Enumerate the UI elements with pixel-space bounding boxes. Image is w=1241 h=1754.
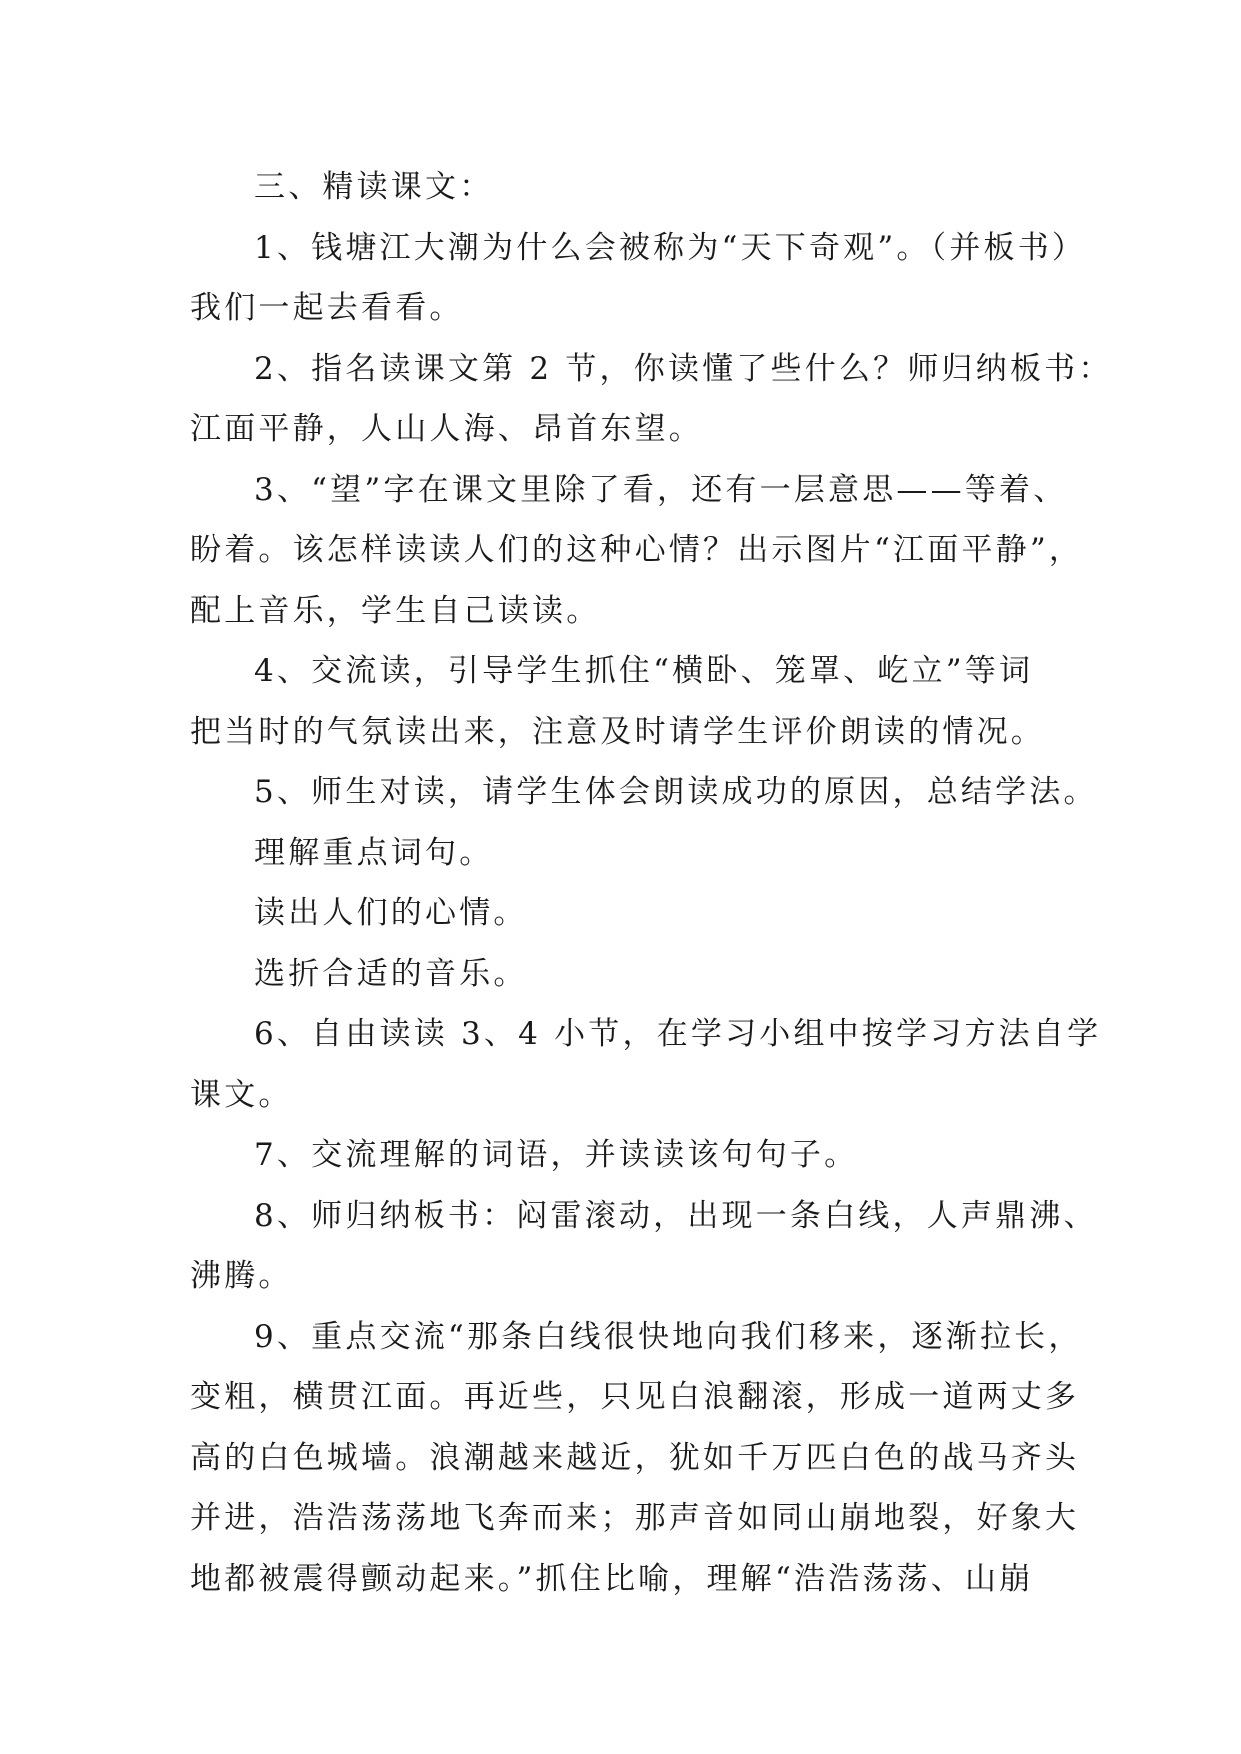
text-line: 理解重点词句。 [254,834,494,871]
text-line: 课文。 [190,1076,293,1113]
text-line: 2、指名读课文第 2 节，你读懂了些什么？师归纳板书： [254,350,1113,387]
text-line: 高的白色城墙。浪潮越来越近，犹如千万匹白色的战马齐头 [190,1439,1080,1476]
text-line: 4、交流读，引导学生抓住“横卧、笼罩、屹立”等词 [254,653,1034,689]
text-line: 江面平静，人山人海、昂首东望。 [190,411,703,447]
text-line: 我们一起去看看。 [190,290,464,326]
text-line: 1、钱塘江大潮为什么会被称为“天下奇观”。（并板书） [254,229,1087,266]
text-line: 选折合适的音乐。 [254,955,528,992]
text-line: 盼着。该怎样读读人们的这种心情？出示图片“江面平静”， [190,532,1084,568]
document-body [190,157,1113,1609]
text-line: 7、交流理解的词语，并读读该句句子。 [254,1137,859,1173]
text-line: 5、师生对读，请学生体会朗读成功的原因，总结学法。 [254,774,1098,810]
text-line: 配上音乐，学生自己读读。 [190,592,601,629]
text-line: 并进，浩浩荡荡地飞奔而来；那声音如同山崩地裂，好象大 [190,1500,1080,1536]
text-line: 地都被震得颤动起来。”抓住比喻，理解“浩浩荡荡、山崩 [190,1560,1034,1597]
text-line: 把当时的气氛读出来，注意及时请学生评价朗读的情况。 [190,713,1045,750]
text-line: 沸腾。 [190,1258,293,1294]
text-line: 三、精读课文： [254,169,494,205]
text-line: 变粗，横贯江面。再近些，只见白浪翻滚，形成一道两丈多 [190,1379,1080,1415]
text-line: 读出人们的心情。 [254,895,528,931]
text-line: 8、师归纳板书：闷雷滚动，出现一条白线，人声鼎沸、 [254,1197,1098,1234]
text-line: 6、自由读读 3、4 小节，在学习小组中按学习方法自学 [254,1016,1102,1052]
text-line: 3、“望”字在课文里除了看，还有一层意思——等着、 [254,471,1068,508]
text-line: 9、重点交流“那条白线很快地向我们移来，逐渐拉长， [254,1318,1083,1355]
